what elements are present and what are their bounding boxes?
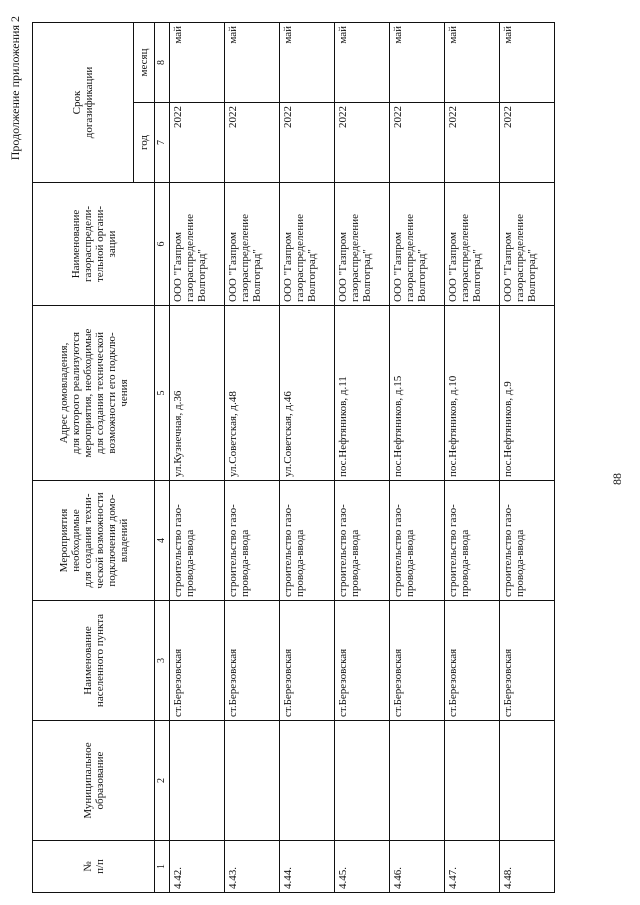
cell-month: май xyxy=(335,23,390,103)
cell-measures: строительство газо- провода-ввода xyxy=(500,481,555,601)
column-number: 6 xyxy=(155,183,170,306)
table-row xyxy=(280,23,335,893)
cell-measures: строительство газо- провода-ввода xyxy=(390,481,445,601)
cell-month: май xyxy=(445,23,500,103)
cell-organization: ООО "Газпром газораспределение Волгоград" xyxy=(390,183,445,306)
cell-measures: строительство газо- провода-ввода xyxy=(170,481,225,601)
cell-address: ул.Кузнечная, д.36 xyxy=(170,306,225,481)
column-number: 3 xyxy=(155,601,170,721)
cell-measures: строительство газо- провода-ввода xyxy=(335,481,390,601)
cell-organization: ООО "Газпром газораспределение Волгоград" xyxy=(280,183,335,306)
cell-month: май xyxy=(225,23,280,103)
header-settlement: Наименование населенного пункта xyxy=(33,601,155,721)
header-num: № п/п xyxy=(33,841,155,893)
header-year: год xyxy=(134,103,155,183)
cell-organization: ООО "Газпром газораспределение Волгоград" xyxy=(445,183,500,306)
cell-month: май xyxy=(170,23,225,103)
cell-num: 4.46. xyxy=(390,841,445,893)
gasification-table xyxy=(32,22,555,893)
cell-municipality xyxy=(445,721,500,841)
cell-month: май xyxy=(280,23,335,103)
cell-address: ул.Советская, д.46 xyxy=(280,306,335,481)
cell-municipality xyxy=(225,721,280,841)
cell-organization: ООО "Газпром газораспределение Волгоград" xyxy=(335,183,390,306)
cell-settlement: ст.Березовская xyxy=(390,601,445,721)
column-number-row xyxy=(155,23,170,893)
header-deadline: Срок догазификации xyxy=(33,23,134,183)
cell-month: май xyxy=(390,23,445,103)
column-number: 5 xyxy=(155,306,170,481)
cell-year: 2022 xyxy=(390,103,445,183)
column-number: 7 xyxy=(155,103,170,183)
cell-address: пос.Нефтяников, д.11 xyxy=(335,306,390,481)
cell-municipality xyxy=(500,721,555,841)
cell-municipality xyxy=(390,721,445,841)
header-organization: Наименование газораспредели- тельной органи- зации xyxy=(33,183,155,306)
cell-year: 2022 xyxy=(225,103,280,183)
header-row xyxy=(33,23,134,893)
cell-num: 4.47. xyxy=(445,841,500,893)
cell-organization: ООО "Газпром газораспределение Волгоград" xyxy=(170,183,225,306)
cell-num: 4.43. xyxy=(225,841,280,893)
cell-measures: строительство газо- провода-ввода xyxy=(225,481,280,601)
cell-settlement: ст.Березовская xyxy=(280,601,335,721)
column-number: 4 xyxy=(155,481,170,601)
cell-organization: ООО "Газпром газораспределение Волгоград" xyxy=(500,183,555,306)
table-row xyxy=(500,23,555,893)
cell-num: 4.44. xyxy=(280,841,335,893)
cell-settlement: ст.Березовская xyxy=(335,601,390,721)
column-number: 8 xyxy=(155,23,170,103)
cell-address: пос.Нефтяников, д.9 xyxy=(500,306,555,481)
continuation-title: Продолжение приложения 2 xyxy=(8,16,22,161)
cell-year: 2022 xyxy=(335,103,390,183)
page-number: 88 xyxy=(610,473,624,485)
cell-address: пос.Нефтяников, д.15 xyxy=(390,306,445,481)
cell-settlement: ст.Березовская xyxy=(170,601,225,721)
header-measures: Мероприятия необходимые для создания техни- ческой возможности подключения домо- владений xyxy=(33,481,155,601)
table-row xyxy=(225,23,280,893)
cell-month: май xyxy=(500,23,555,103)
cell-address: ул.Советская, д.48 xyxy=(225,306,280,481)
header-month: месяц xyxy=(134,23,155,103)
cell-municipality xyxy=(335,721,390,841)
cell-measures: строительство газо- провода-ввода xyxy=(445,481,500,601)
cell-num: 4.42. xyxy=(170,841,225,893)
cell-year: 2022 xyxy=(170,103,225,183)
cell-num: 4.48. xyxy=(500,841,555,893)
table-body xyxy=(170,23,555,893)
header-address: Адрес домовладения, для которого реализуются мероприятия, необходимые для создания технической возможности его подклю- чения xyxy=(33,306,155,481)
cell-year: 2022 xyxy=(500,103,555,183)
table-row xyxy=(335,23,390,893)
column-number: 2 xyxy=(155,721,170,841)
cell-municipality xyxy=(280,721,335,841)
cell-settlement: ст.Березовская xyxy=(225,601,280,721)
cell-year: 2022 xyxy=(445,103,500,183)
column-number: 1 xyxy=(155,841,170,893)
cell-num: 4.45. xyxy=(335,841,390,893)
header-municipality: Муниципальное образование xyxy=(33,721,155,841)
cell-year: 2022 xyxy=(280,103,335,183)
cell-settlement: ст.Березовская xyxy=(445,601,500,721)
cell-organization: ООО "Газпром газораспределение Волгоград" xyxy=(225,183,280,306)
cell-address: пос.Нефтяников, д.10 xyxy=(445,306,500,481)
cell-settlement: ст.Березовская xyxy=(500,601,555,721)
table-row xyxy=(445,23,500,893)
table-row xyxy=(390,23,445,893)
table-row xyxy=(170,23,225,893)
cell-measures: строительство газо- провода-ввода xyxy=(280,481,335,601)
cell-municipality xyxy=(170,721,225,841)
